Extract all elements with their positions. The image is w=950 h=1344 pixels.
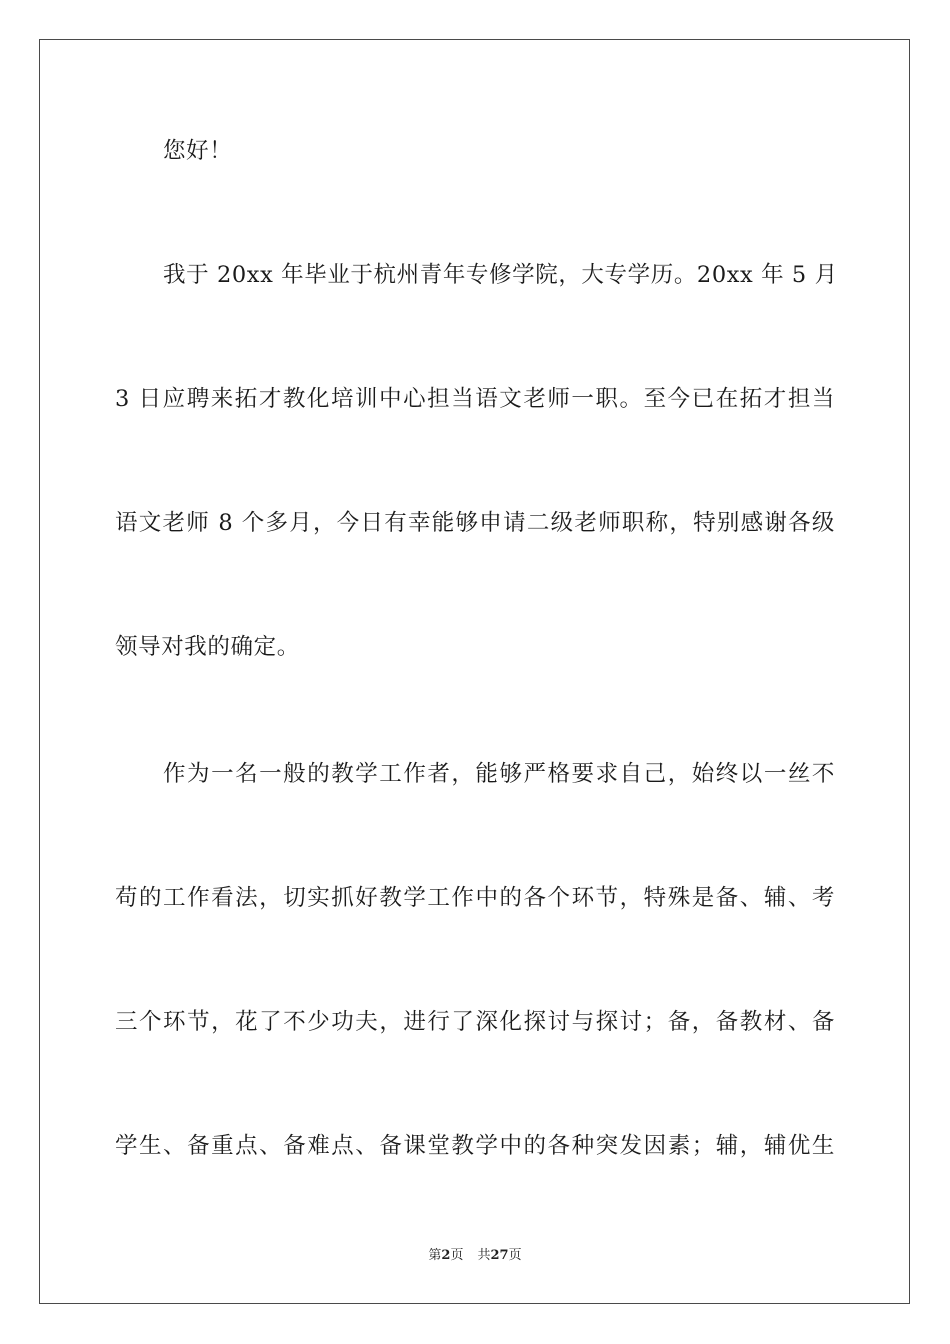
paragraph-2-line-3: 三个环节，花了不少功夫，进行了深化探讨与探讨；备，备教材、备	[115, 1009, 835, 1035]
paragraph-1-line-1: 我于 20xx 年毕业于杭州青年专修学院，大专学历。20xx 年 5 月	[163, 262, 838, 288]
greeting: 您好！	[163, 138, 233, 164]
paragraph-1-line-4: 领导对我的确定。	[115, 634, 300, 660]
footer-total-pages: 27	[490, 1248, 509, 1263]
page-border	[39, 39, 910, 1304]
paragraph-2-line-4: 学生、备重点、备难点、备课堂教学中的各种突发因素；辅，辅优生	[115, 1133, 835, 1159]
footer-total-prefix: 共	[477, 1248, 491, 1263]
paragraph-2-line-2: 苟的工作看法，切实抓好教学工作中的各个环节，特殊是备、辅、考	[115, 885, 835, 911]
footer-page-number: 2	[441, 1248, 451, 1263]
footer-total-suffix: 页	[508, 1248, 522, 1263]
paragraph-2-line-1: 作为一名一般的教学工作者，能够严格要求自己，始终以一丝不	[163, 761, 835, 787]
page-footer	[0, 1247, 950, 1265]
footer-page-suffix: 页	[450, 1248, 464, 1263]
footer-page-prefix: 第	[428, 1248, 442, 1263]
paragraph-1-line-2: 3 日应聘来拓才教化培训中心担当语文老师一职。至今已在拓才担当	[115, 386, 835, 412]
paragraph-1-line-3: 语文老师 8 个多月，今日有幸能够申请二级老师职称，特别感谢各级	[115, 510, 835, 536]
